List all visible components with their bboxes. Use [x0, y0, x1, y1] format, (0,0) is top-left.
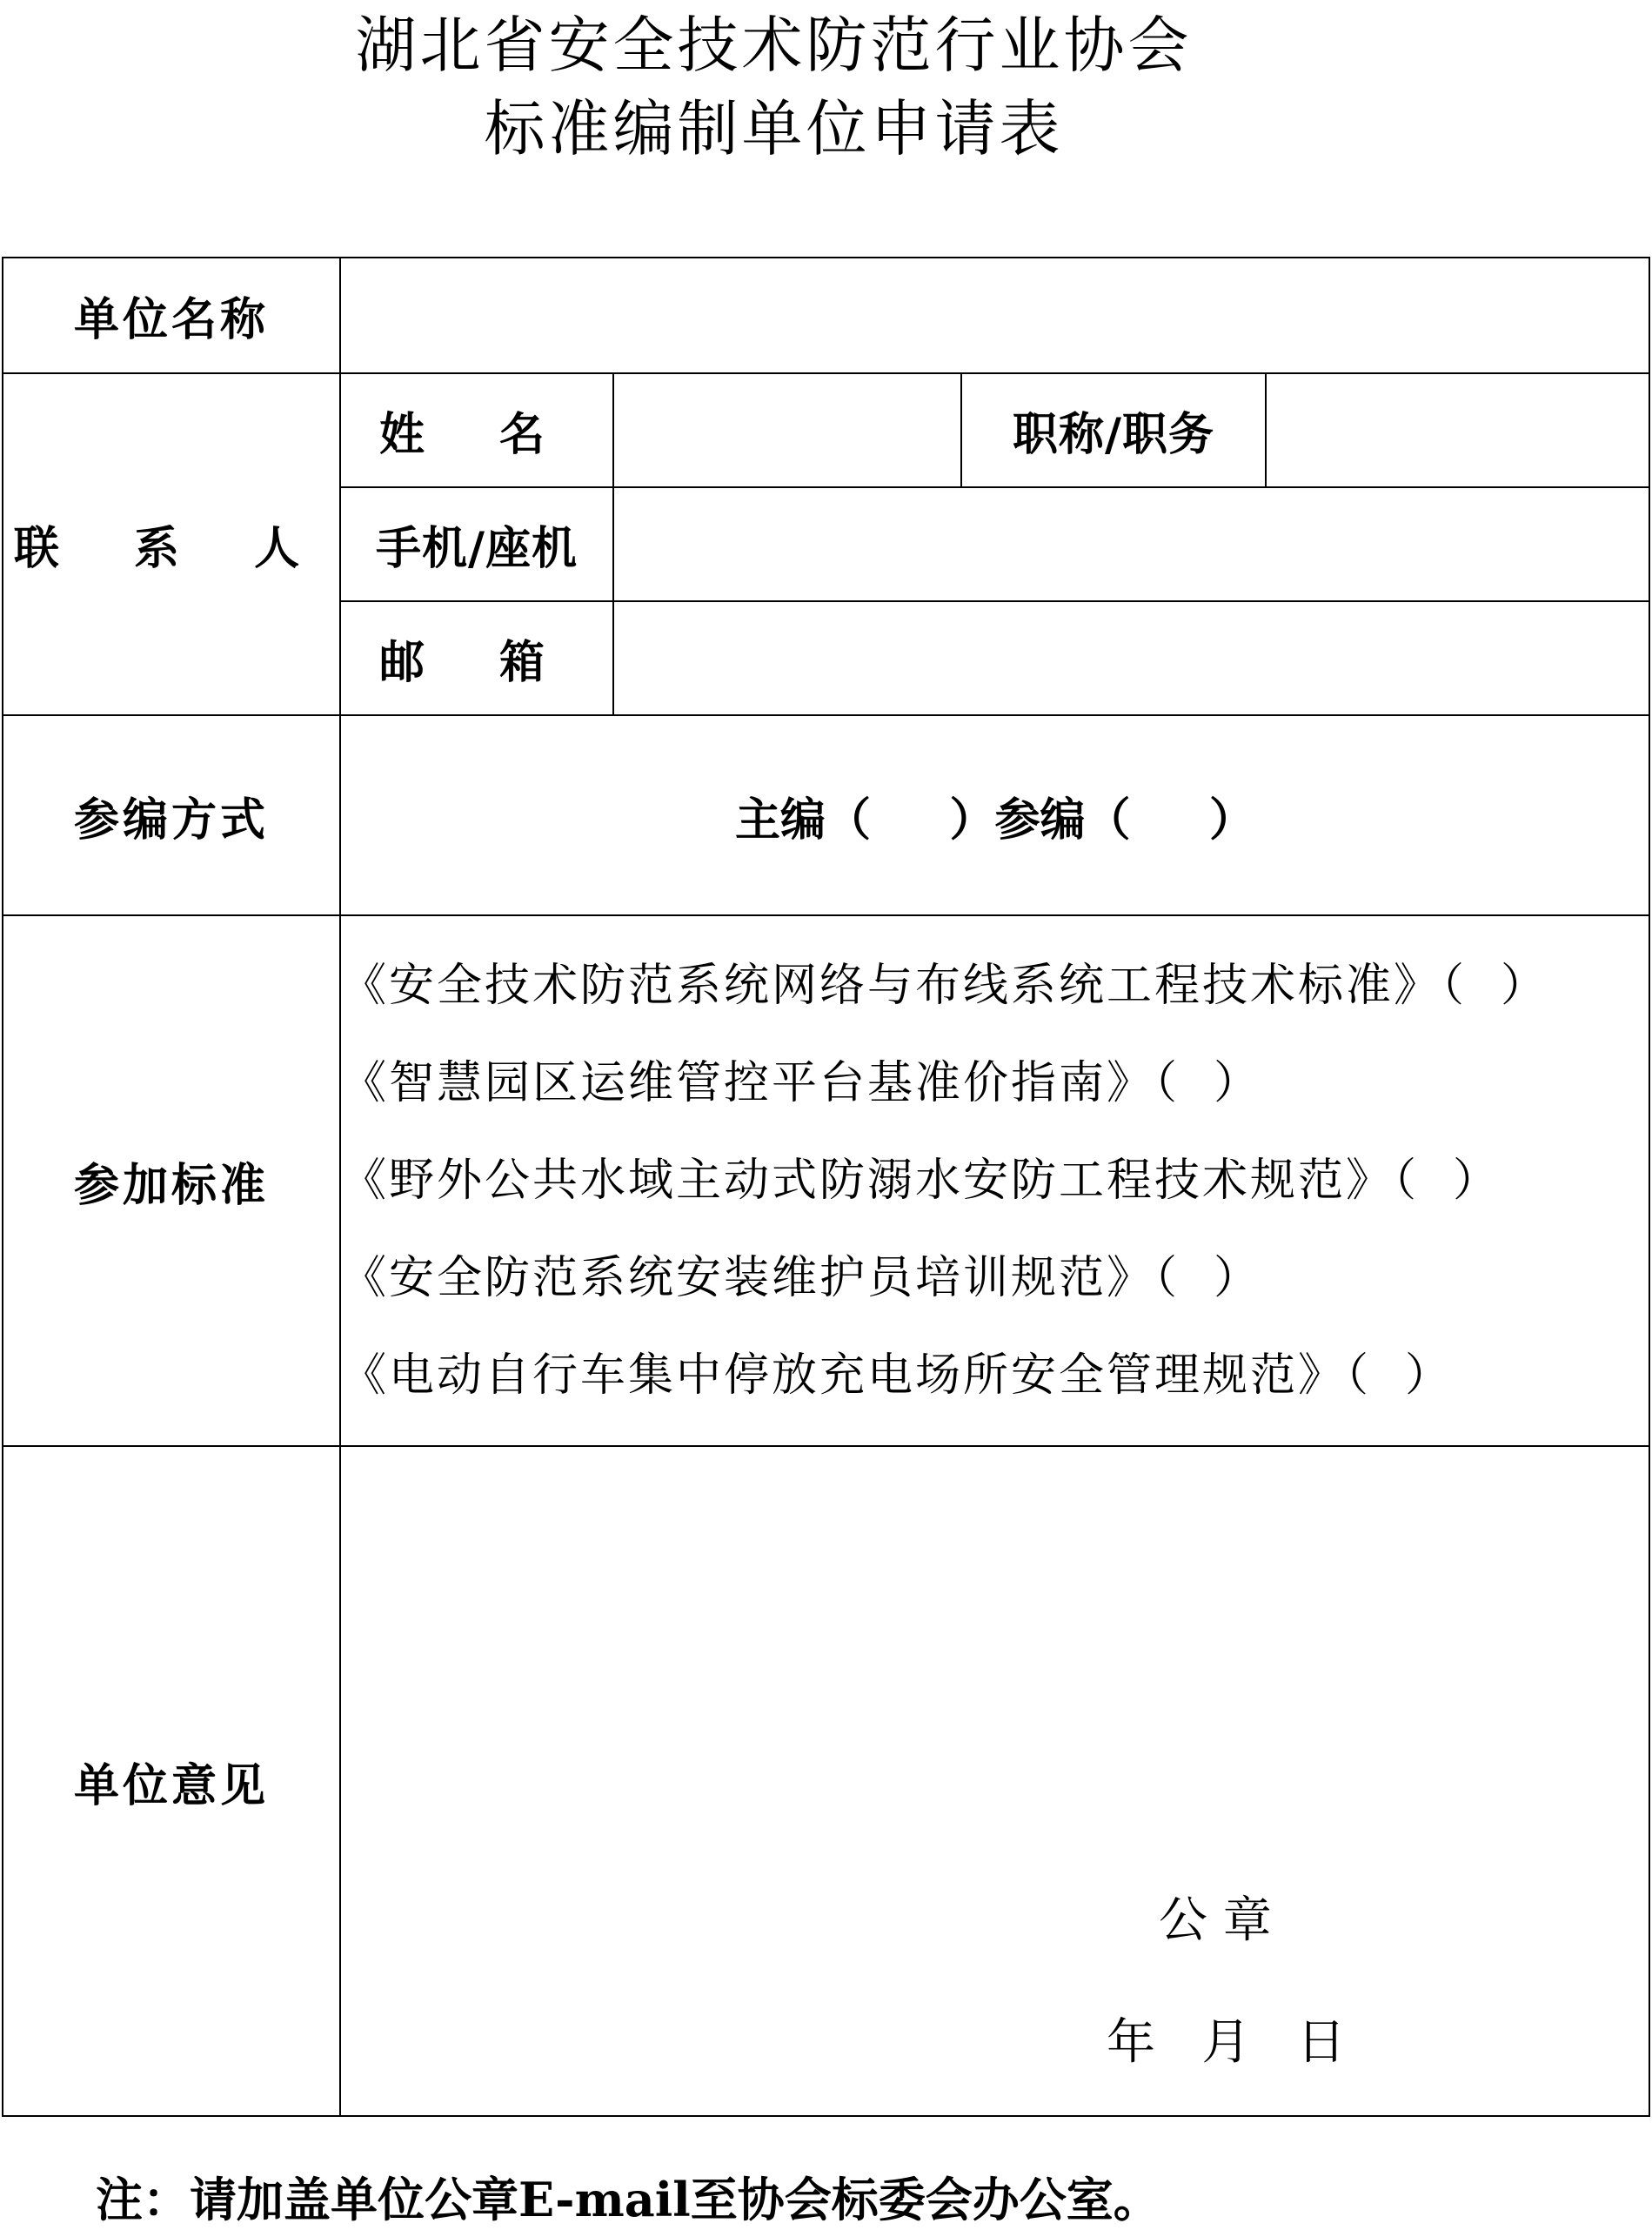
unit-name-field[interactable]	[340, 258, 1649, 373]
job-title-label: 职称/职务	[961, 373, 1266, 487]
unit-name-label: 单位名称	[3, 258, 340, 373]
contact-label: 联 系 人	[3, 373, 340, 715]
unit-opinion-field[interactable]	[340, 1446, 1649, 2116]
standards-label: 参加标准	[3, 915, 340, 1446]
footnote: 注：请加盖单位公章E-mail至协会标委会办公室。	[96, 2172, 1160, 2227]
phone-label: 手机/座机	[340, 487, 613, 601]
standard-item[interactable]: 《野外公共水域主动式防溺水安防工程技术规范》（ ）	[341, 1155, 1502, 1207]
unit-opinion-label: 单位意见	[3, 1446, 340, 2116]
email-label: 邮 箱	[340, 601, 613, 715]
job-title-field[interactable]	[1266, 373, 1649, 487]
participation-method-label: 参编方式	[3, 715, 340, 915]
standards-list	[340, 915, 1649, 1446]
email-field[interactable]	[613, 601, 1649, 715]
standard-item[interactable]: 《安全防范系统安装维护员培训规范》（ ）	[341, 1252, 1262, 1304]
date-label: 年 月 日	[1107, 2014, 1346, 2071]
standard-item[interactable]: 《智慧园区运维管控平台基准价指南》（ ）	[341, 1057, 1262, 1109]
name-label: 姓 名	[340, 373, 613, 487]
page-title: 湖北省安全技术防范行业协会	[355, 10, 1193, 81]
standard-item[interactable]: 《安全技术防范系统网络与布线系统工程技术标准》（ ）	[341, 960, 1549, 1012]
name-field[interactable]	[613, 373, 961, 487]
page-subtitle: 标准编制单位申请表	[484, 93, 1064, 164]
standard-item[interactable]: 《电动自行车集中停放充电场所安全管理规范》（ ）	[341, 1349, 1454, 1402]
application-form-table	[2, 257, 1650, 2117]
official-seal-label: 公 章	[1159, 1892, 1272, 1949]
participation-method-options[interactable]: 主编（ ）参编（ ）	[340, 715, 1649, 915]
phone-field[interactable]	[613, 487, 1649, 601]
